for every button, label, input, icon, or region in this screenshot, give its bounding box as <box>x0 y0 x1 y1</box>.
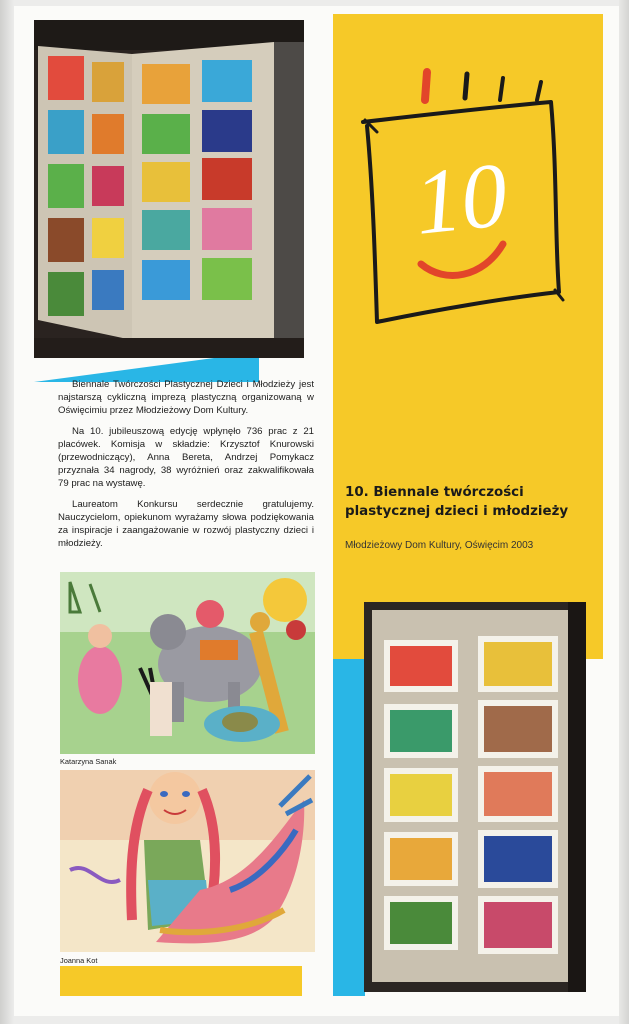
spine-shadow <box>0 0 14 1024</box>
artwork-mermaid <box>60 770 315 952</box>
artwork-zoo <box>60 572 315 754</box>
biennale-logo <box>355 60 570 340</box>
page-edge <box>619 0 629 1024</box>
intro-paragraph: Laureatom Konkursu serdecznie gratulujemy. Nauczycielom, opiekunom wyrażamy słowa podziękowania za inspiracje i zaangażowanie w rozwój plastyczny dzieci i młodzieży. <box>58 498 314 550</box>
intro-paragraph: Biennale Twórczości Plastycznej Dzieci i Młodzieży jest najstarszą cykliczną imprezą plastyczną organizowaną w Oświęcimiu przez Młodzieżowy Dom Kultury. <box>58 379 314 417</box>
yellow-strip-bottom <box>60 966 302 996</box>
poster-subtitle: Młodzieżowy Dom Kultury, Oświęcim 2003 <box>345 540 534 551</box>
exhibition-photo-bottom <box>364 602 586 992</box>
logo-number: 10 <box>409 142 512 254</box>
intro-paragraph: Na 10. jubileuszową edycję wpłynęło 736 prac z 21 placówek. Komisja w składzie: Krzysztof Knurowski (przewodniczący), Anna Bereta, Andrzej Pomykacz przyznała 34 nagrody, 38 wyróżnień oraz zakwalifikowała 79 prac na wystawę. <box>58 425 314 490</box>
poster-title: 10. Biennale twórczości plastycznej dzieci i młodzieży <box>345 485 569 519</box>
artwork-caption: Joanna Kot <box>60 956 98 965</box>
exhibition-photo-top <box>34 20 304 358</box>
artwork-caption: Katarzyna Sanak <box>60 757 117 766</box>
intro-text <box>58 378 314 557</box>
